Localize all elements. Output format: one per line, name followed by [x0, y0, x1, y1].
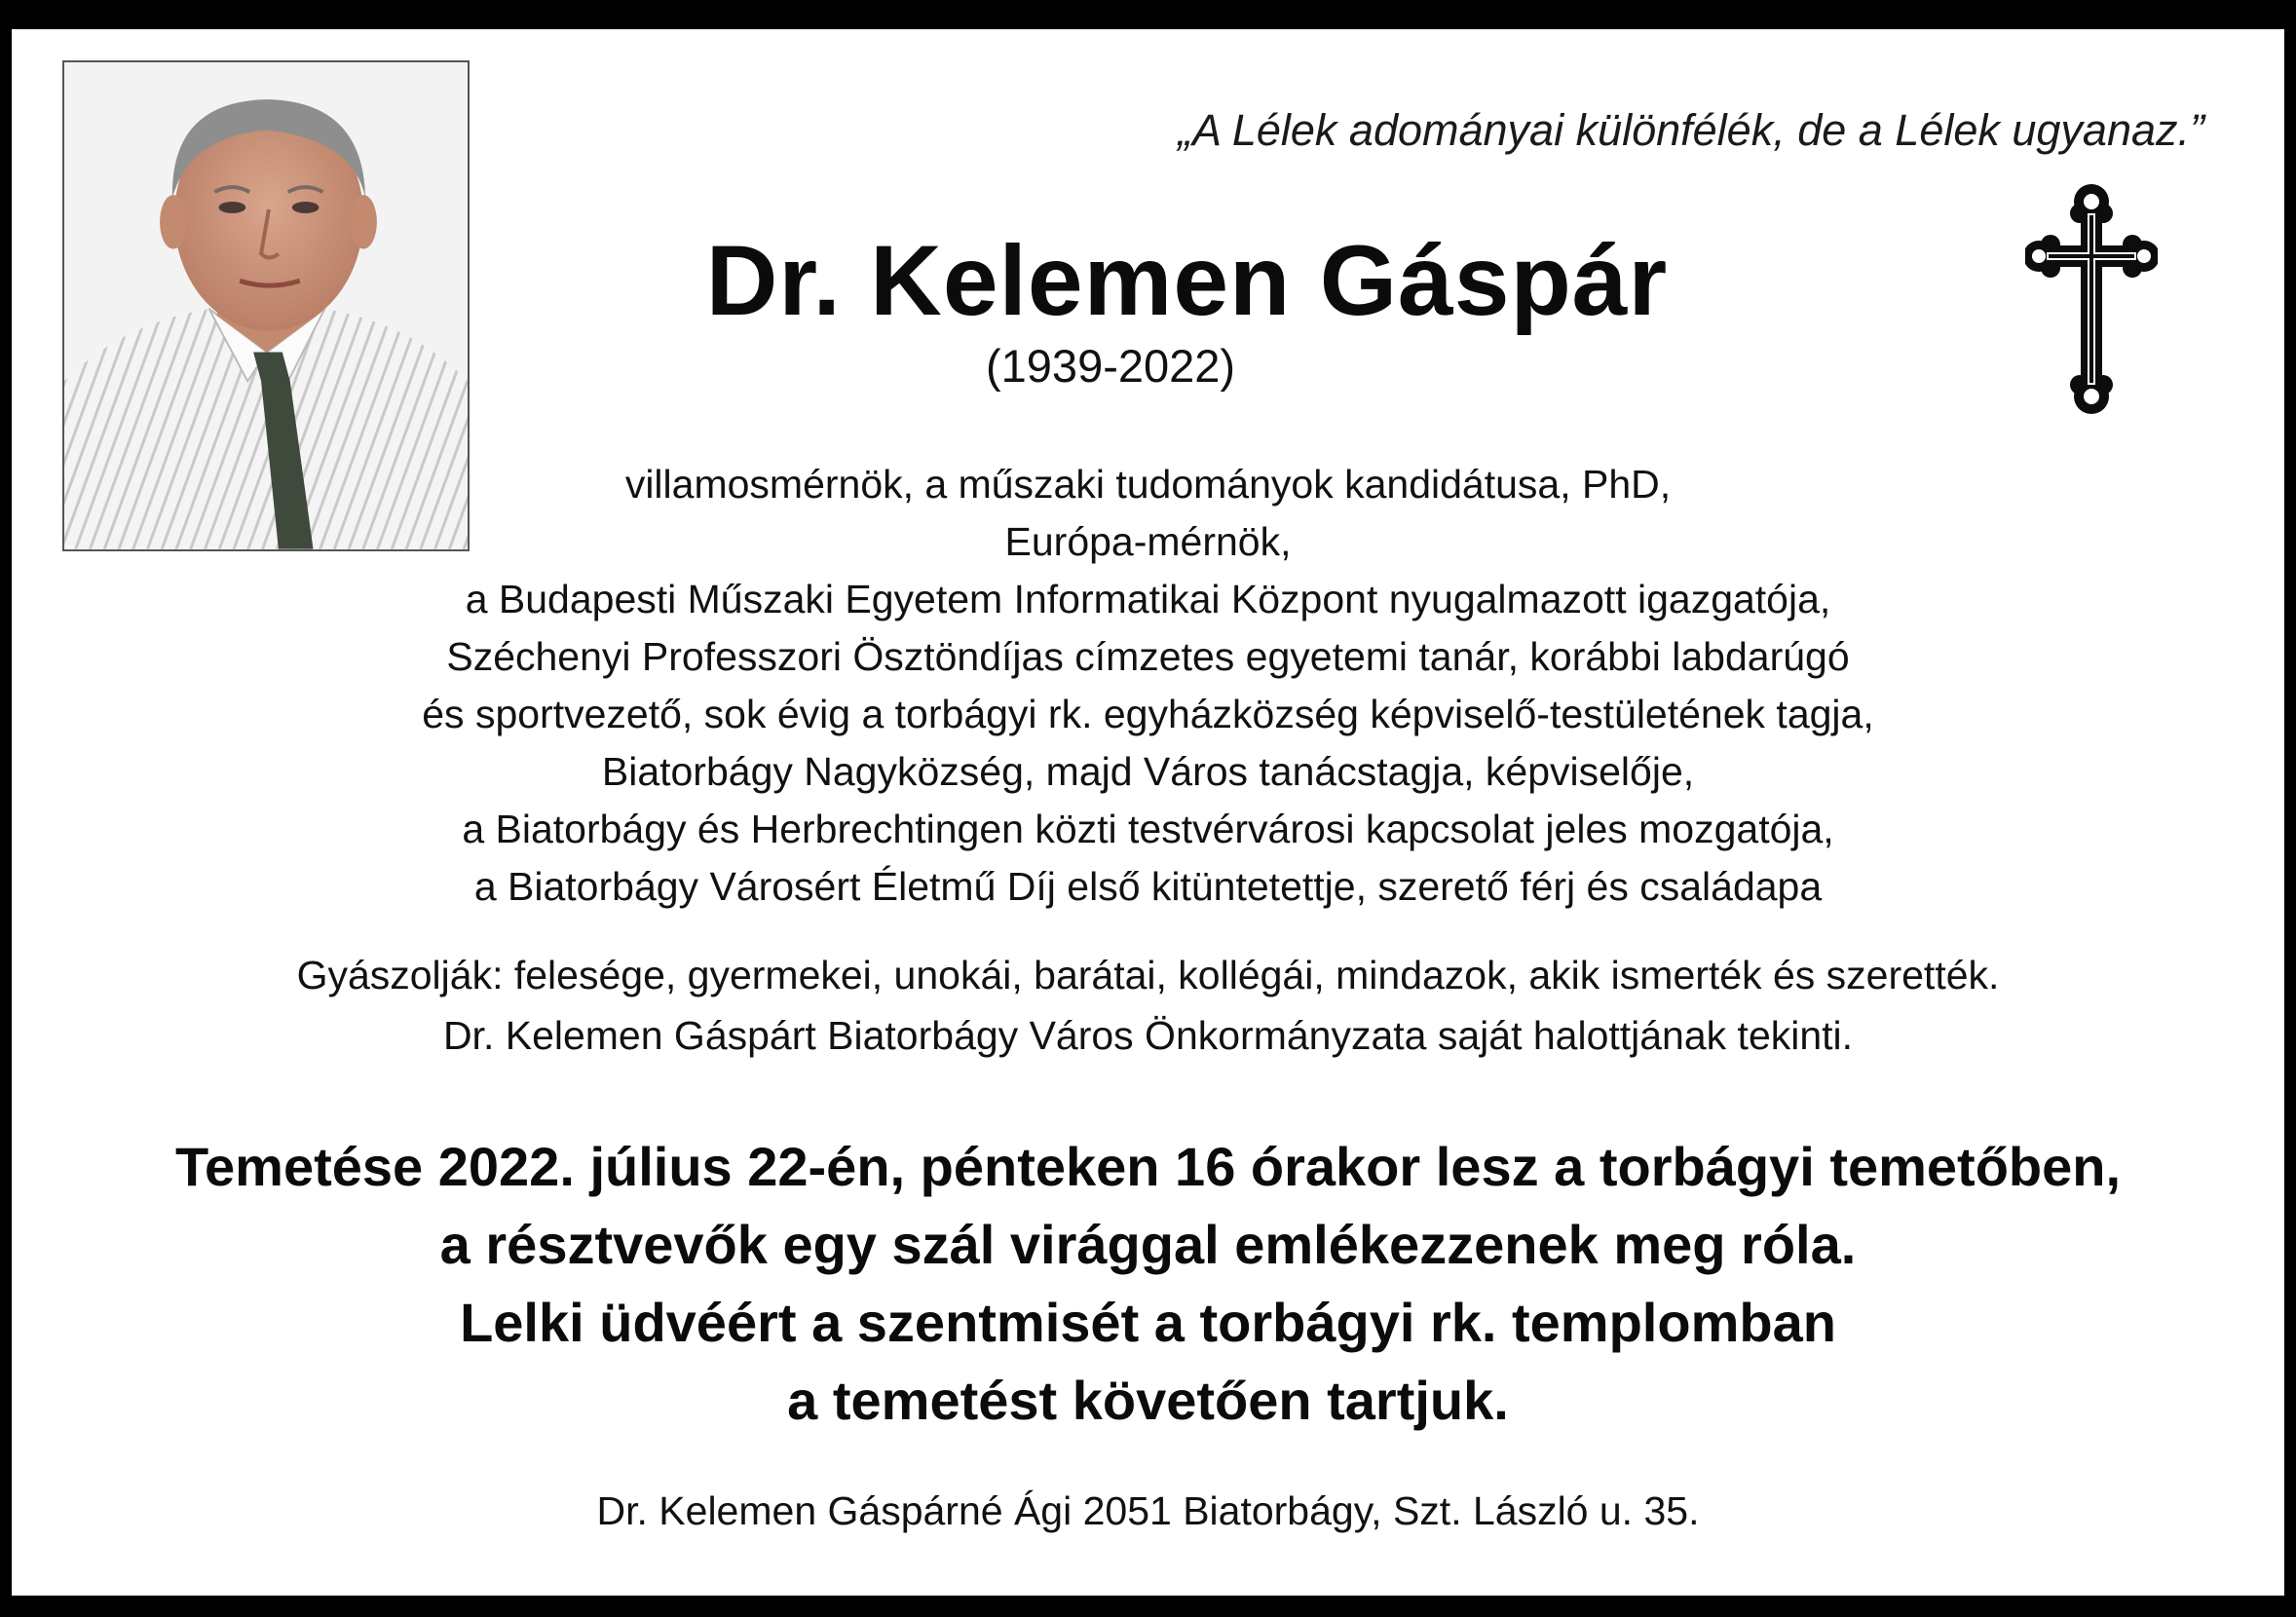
title-line: villamosmérnök, a műszaki tudományok kandidátusa, PhD, [624, 462, 1672, 507]
title-line: és sportvezető, sok évig a torbágyi rk. egyházközség képviselő-testületének tagja, [422, 692, 1874, 736]
title-line: Széchenyi Professzori Ösztöndíjas címzetes egyetemi tanár, korábbi labdarúgó [446, 634, 1850, 679]
title-line: a Biatorbágy Városért Életmű Díj első kitüntetettje, szerető férj és családapa [473, 864, 1823, 909]
funeral-line: a temetést követően tartjuk. [787, 1370, 1509, 1431]
funeral-line: Lelki üdvéért a szentmisét a torbágyi rk. templomban [460, 1292, 1836, 1353]
life-years: (1939-2022) [986, 340, 1236, 392]
title-line: a Budapesti Műszaki Egyetem Informatikai Központ nyugalmazott igazgatója, [465, 577, 1831, 621]
funeral-announcement [12, 1128, 2284, 1440]
family-address: Dr. Kelemen Gáspárné Ági 2051 Biatorbágy, Szt. László u. 35. [596, 1488, 1700, 1533]
mourners-block [12, 945, 2284, 1066]
deceased-name: Dr. Kelemen Gáspár [705, 225, 1669, 336]
title-line: Európa-mérnök, [1004, 519, 1292, 564]
obituary-sheet [12, 29, 2284, 1596]
title-line: Biatorbágy Nagyközség, majd Város tanácstagja, képviselője, [601, 749, 1695, 794]
mourners-line: Dr. Kelemen Gáspárt Biatorbágy Város Önkormányzata saját halottjának tekinti. [442, 1013, 1854, 1058]
funeral-line: Temetése 2022. július 22-én, pénteken 16 órakor lesz a torbágyi temetőben, [174, 1136, 2122, 1197]
orthodox-trefoil-cross-icon [2025, 180, 2158, 414]
titles-block [12, 456, 2284, 916]
mourners-line: Gyászolják: felesége, gyermekei, unokái, barátai, kollégái, mindazok, akik ismerték és szerették. [296, 953, 2000, 997]
title-line: a Biatorbágy és Herbrechtingen közti testvérvárosi kapcsolat jeles mozgatója, [462, 807, 1834, 851]
epigraph-quote: „A Lélek adományai különfélék, de a Lélek ugyanaz.” [1178, 105, 2204, 155]
funeral-line: a résztvevők egy szál virággal emlékezzenek meg róla. [439, 1214, 1857, 1275]
